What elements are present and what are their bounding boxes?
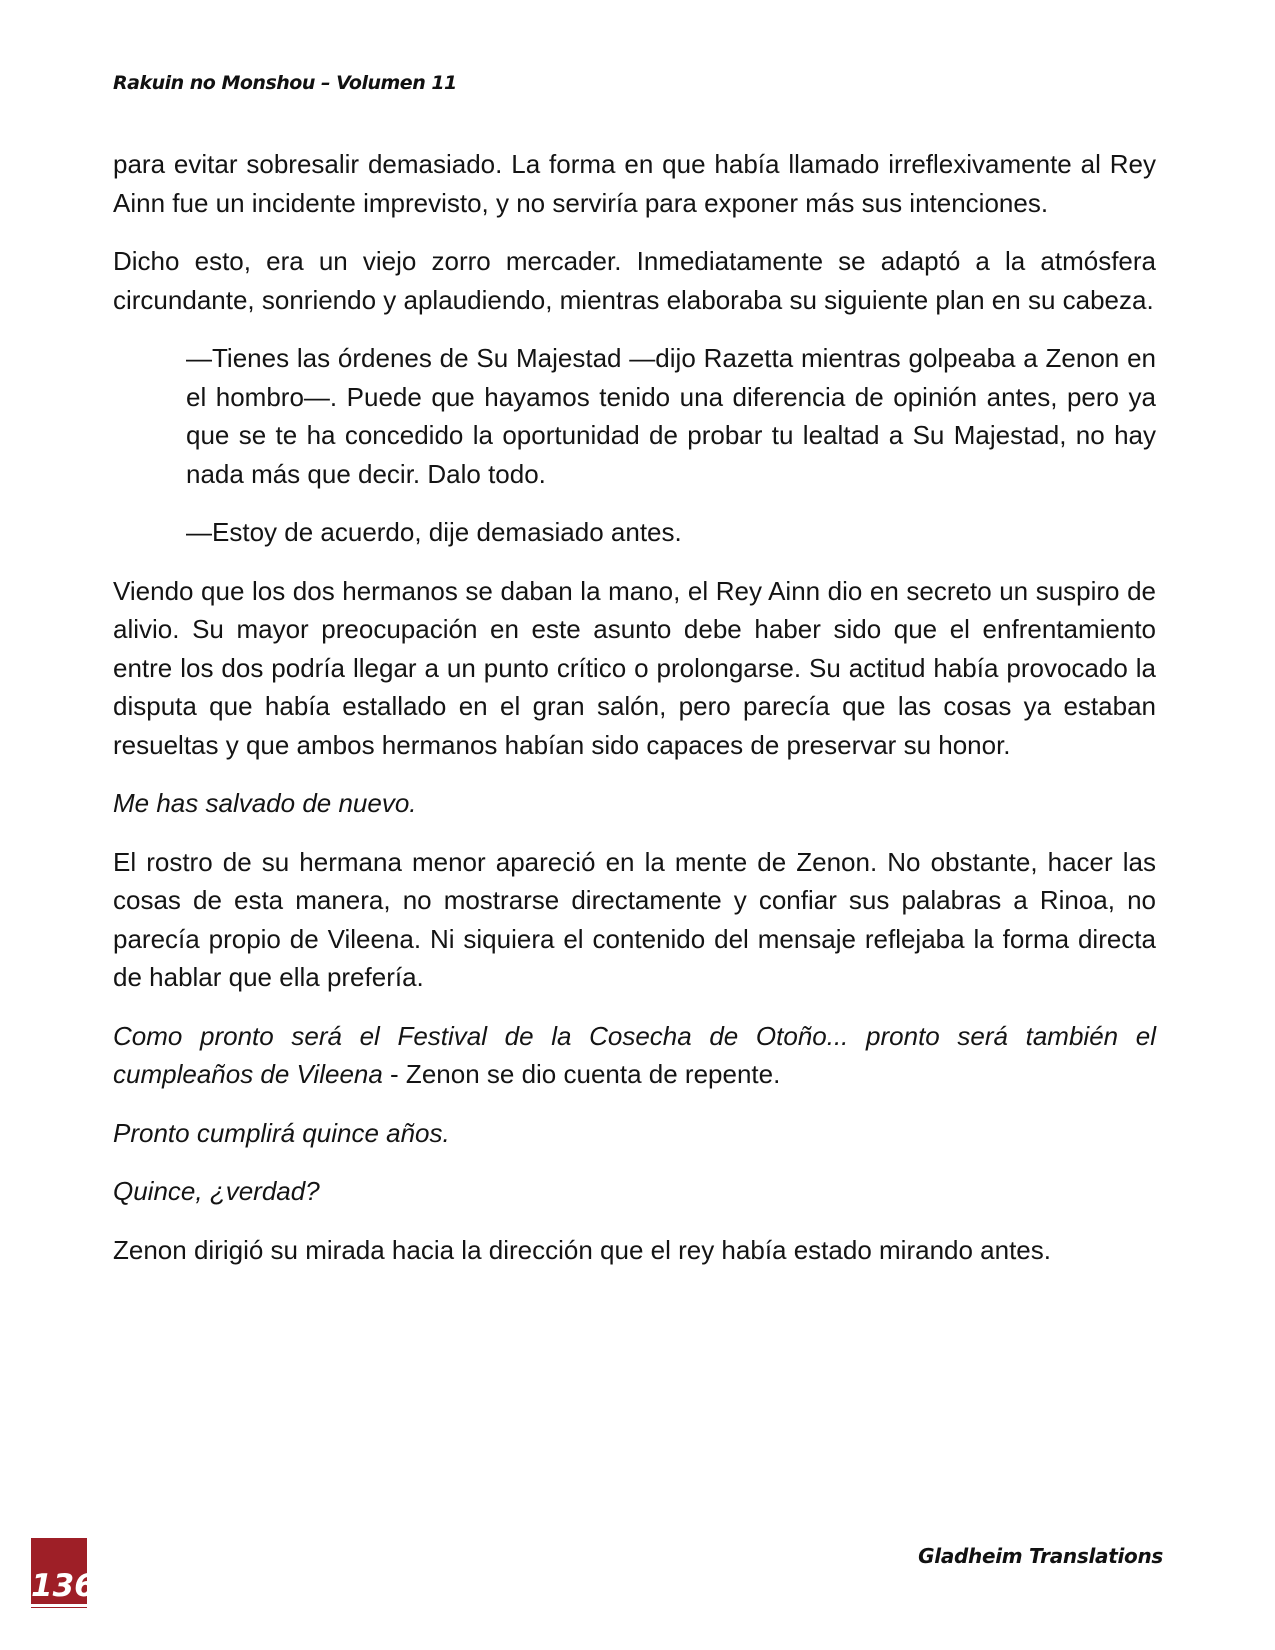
dialogue-paragraph: —Estoy de acuerdo, dije demasiado antes. — [186, 517, 682, 547]
paragraph: Dicho esto, era un viejo zorro mercader. Inmediatamente se adaptó a la atmósfera circundante, sonriendo y aplaudiendo, mientras elaboraba su siguiente plan en su cabeza. — [113, 246, 1156, 315]
page-number: 136 — [31, 1568, 96, 1604]
running-header-title: Rakuin no Monshou – Volumen 11 — [113, 72, 457, 94]
paragraph: para evitar sobresalir demasiado. La forma en que había llamado irreflexivamente al Rey Ainn fue un incidente imprevisto, y no serviría para exponer más sus intenciones. — [113, 149, 1156, 218]
mixed-paragraph — [113, 1017, 1156, 1094]
dialogue-paragraph: —Tienes las órdenes de Su Majestad —dijo Razetta mientras golpeaba a Zenon en el hombro—. Puede que hayamos tenido una diferencia de opinión antes, pero ya que se te ha concedido la oportunidad de probar tu lealtad a Su Majestad, no hay nada más que decir. Dalo todo. — [186, 343, 1156, 489]
thought-paragraph: Pronto cumplirá quince años. — [113, 1117, 450, 1148]
footer-credit: Gladheim Translations — [918, 1544, 1163, 1568]
paragraph: Zenon dirigió su mirada hacia la dirección que el rey había estado mirando antes. — [113, 1234, 1051, 1265]
page-body — [113, 145, 1156, 1289]
thought-text: Como pronto será el Festival de la Cosecha de Otoño... pronto será también el cumpleaños de Vileena — [113, 1020, 1156, 1089]
thought-paragraph: Quince, ¿verdad? — [113, 1176, 320, 1206]
thought-paragraph: Me has salvado de nuevo. — [113, 788, 417, 818]
paragraph: El rostro de su hermana menor apareció en la mente de Zenon. No obstante, hacer las cosas de esta manera, no mostrarse directamente y confiar sus palabras a Rinoa, no parecía propio de Vileena. Ni siquiera el contenido del mensaje reflejaba la forma directa de hablar que ella prefería. — [113, 846, 1156, 992]
paragraph: Viendo que los dos hermanos se daban la mano, el Rey Ainn dio en secreto un suspiro de alivio. Su mayor preocupación en este asunto debe haber sido que el enfrentamiento entre los dos podría llegar a un punto crítico o prolongarse. Su actitud había provocado la disputa que había estallado en el gran salón, pero parecía que las cosas ya estaban resueltas y que ambos hermanos habían sido capaces de preservar su honor. — [113, 575, 1156, 760]
page-number-underline — [31, 1604, 87, 1607]
narration-text: - Zenon se dio cuenta de repente. — [382, 1059, 781, 1089]
